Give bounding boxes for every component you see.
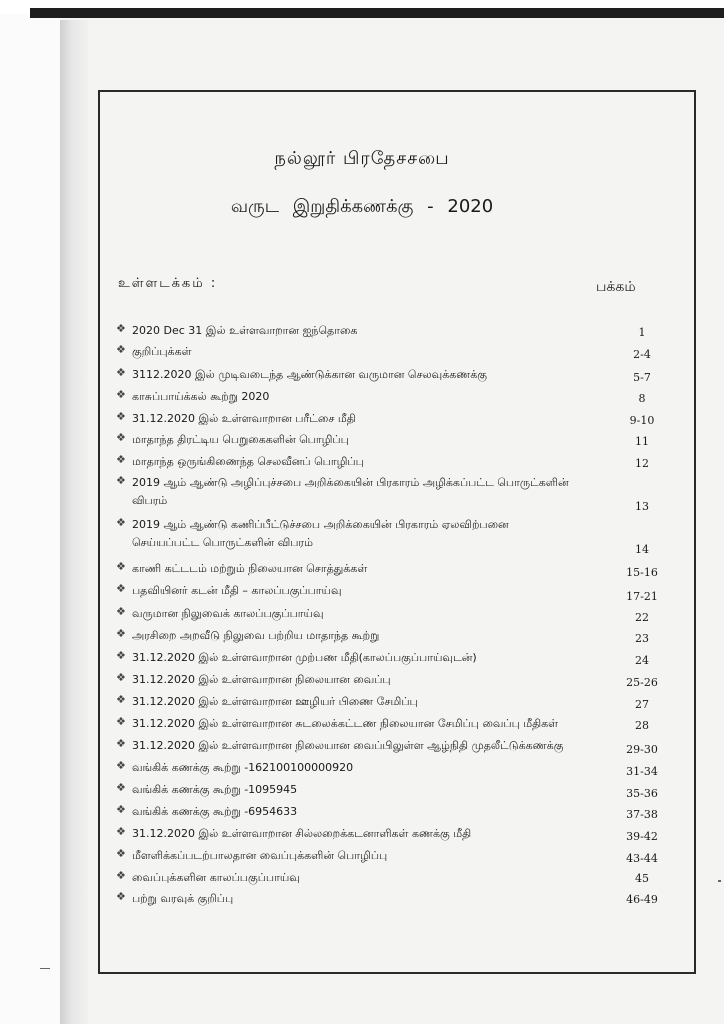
- diamond-bullet-icon: ❖: [116, 627, 126, 640]
- toc-entry-page: 1: [638, 326, 646, 339]
- toc-entry-title: 31.12.2020 இல் உள்ளவாறான முற்பண மீதி(காலப்பகுப்பாய்வுடன்): [132, 651, 477, 664]
- toc-entry-page: 43-44: [626, 852, 658, 865]
- diamond-bullet-icon: ❖: [116, 890, 126, 903]
- toc-entry-page: 14: [635, 543, 649, 556]
- diamond-bullet-icon: ❖: [116, 453, 126, 466]
- toc-entry-title: மீளளிக்கப்படற்பாலதான வைப்புக்களின் பொழிப்பு: [132, 849, 388, 862]
- toc-entry-page: 9-10: [629, 414, 655, 427]
- diamond-bullet-icon: ❖: [116, 366, 126, 379]
- toc-entry-title: 3112.2020 இல் முடிவடைந்த ஆண்டுக்கான வருமான செலவுக்கணக்கு: [132, 368, 488, 381]
- diamond-bullet-icon: ❖: [116, 825, 126, 838]
- scan-speck: [718, 880, 721, 882]
- toc-entry-page: 5-7: [633, 371, 651, 384]
- diamond-bullet-icon: ❖: [116, 605, 126, 618]
- toc-entry-page: 8: [638, 392, 646, 405]
- toc-entry: [116, 693, 656, 713]
- diamond-bullet-icon: ❖: [116, 649, 126, 662]
- toc-entry-title: 31.12.2020 இல் உள்ளவாறான நிலையான வைப்பிலுள்ள ஆழ்நிதி முதலீட்டுக்கணக்கு: [132, 739, 564, 752]
- toc-entry-title: வைப்புக்களின காலப்பகுப்பாய்வு: [132, 871, 300, 884]
- toc-entry-page: 27: [635, 698, 649, 711]
- toc-entry-page: 25-26: [626, 676, 658, 689]
- toc-entry: [116, 410, 656, 430]
- toc-entry: [116, 803, 656, 823]
- toc-entry-title: மாதாந்த ஒருங்கிணைந்த செலவீனப் பொழிப்பு: [132, 455, 364, 468]
- toc-entry: [116, 453, 656, 473]
- diamond-bullet-icon: ❖: [116, 343, 126, 356]
- page-top-edge: [30, 8, 724, 18]
- diamond-bullet-icon: ❖: [116, 322, 126, 335]
- diamond-bullet-icon: ❖: [116, 715, 126, 728]
- toc-entry-title: வருமான நிலுவைக் காலப்பகுப்பாய்வு: [132, 607, 324, 620]
- toc-entry: [116, 759, 656, 779]
- diamond-bullet-icon: ❖: [116, 582, 126, 595]
- toc-entry-title: பற்று வரவுக் குறிப்பு: [132, 892, 234, 905]
- toc-entry: [116, 605, 656, 625]
- diamond-bullet-icon: ❖: [116, 410, 126, 423]
- contents-heading: உள்ளடக்கம் :: [118, 276, 218, 291]
- diamond-bullet-icon: ❖: [116, 671, 126, 684]
- toc-entry: [116, 431, 656, 451]
- diamond-bullet-icon: ❖: [116, 803, 126, 816]
- toc-entry-title: வங்கிக் கணக்கு கூற்று -6954633: [132, 805, 298, 818]
- toc-entry-title: அரசிறை அறவீடு நிலுவை பற்றிய மாதாந்த கூற்று: [132, 629, 380, 642]
- toc-entry: [116, 343, 656, 363]
- diamond-bullet-icon: ❖: [116, 869, 126, 882]
- diamond-bullet-icon: ❖: [116, 516, 126, 529]
- toc-entry-page: 2-4: [633, 348, 651, 361]
- toc-entry: [116, 560, 656, 580]
- toc-entry-page: 22: [635, 611, 649, 624]
- toc-entry-title: 2019 ஆம் ஆண்டு கணிப்பீட்டுச்சபை அறிக்கையின் பிரகாரம் ஏலவிற்பனை செய்யப்பட்ட பொருட்களின் விபரம்: [132, 518, 509, 549]
- toc-entry: [116, 825, 656, 845]
- toc-entry-page: 28: [635, 719, 649, 732]
- toc-entry: [116, 649, 656, 669]
- diamond-bullet-icon: ❖: [116, 431, 126, 444]
- toc-entry-page: 46-49: [626, 893, 658, 906]
- diamond-bullet-icon: ❖: [116, 693, 126, 706]
- toc-entry-page: 12: [635, 457, 649, 470]
- toc-entry-title: 2020 Dec 31 இல் உள்ளவாறான ஐந்தொகை: [132, 324, 358, 337]
- toc-entry-title: 31.12.2020 இல் உள்ளவாறான சுடலைக்கட்டண நிலையான சேமிப்பு வைப்பு மீதிகள்: [132, 717, 559, 730]
- council-name: நல்லூர் பிரதேசசபை: [274, 148, 450, 169]
- page-column-heading: பக்கம்: [596, 279, 636, 295]
- toc-entry-page: 45: [635, 872, 649, 885]
- toc-entry-page: 24: [635, 654, 649, 667]
- toc-entry-page: 13: [635, 500, 649, 513]
- toc-entry-page: 17-21: [626, 590, 658, 603]
- toc-entry-title: பதவியினர் கடன் மீதி – காலப்பகுப்பாய்வு: [132, 584, 342, 597]
- toc-entry: [116, 388, 656, 408]
- toc-entry: [116, 627, 656, 647]
- diamond-bullet-icon: ❖: [116, 388, 126, 401]
- scan-speck: [40, 968, 50, 969]
- toc-entry-page: 15-16: [626, 566, 658, 579]
- toc-entry-page: 39-42: [626, 830, 658, 843]
- toc-entry-page: 29-30: [626, 743, 658, 756]
- diamond-bullet-icon: ❖: [116, 560, 126, 573]
- diamond-bullet-icon: ❖: [116, 737, 126, 750]
- toc-entry: [116, 366, 656, 386]
- toc-entry-title: 31.12.2020 இல் உள்ளவாறான ஊழியர் பிணை சேமிப்பு: [132, 695, 418, 708]
- toc-entry: [116, 737, 656, 757]
- toc-entry: [116, 322, 656, 342]
- toc-entry-title: 2019 ஆம் ஆண்டு அழிப்புச்சபை அறிக்கையின் பிரகாரம் அழிக்கப்பட்ட பொருட்களின் விபரம்: [132, 476, 569, 507]
- toc-entry-page: 11: [635, 435, 649, 448]
- diamond-bullet-icon: ❖: [116, 847, 126, 860]
- toc-entry: [116, 715, 656, 735]
- toc-entry: [116, 869, 656, 889]
- toc-entry-title: 31.12.2020 இல் உள்ளவாறான நிலையான வைப்பு: [132, 673, 391, 686]
- toc-entry: [116, 582, 656, 602]
- toc-entry: [116, 516, 656, 556]
- toc-entry-page: 35-36: [626, 787, 658, 800]
- report-title: வருட இறுதிக்கணக்கு - 2020: [230, 196, 494, 217]
- toc-entry-title: காசுப்பாய்க்கல் கூற்று 2020: [132, 390, 270, 403]
- toc-entry-title: காணி கட்டடம் மற்றும் நிலையான சொத்துக்கள்: [132, 562, 368, 575]
- toc-entry-page: 31-34: [626, 765, 658, 778]
- toc-entry-title: குறிப்புக்கள்: [132, 345, 192, 358]
- toc-entry-title: வங்கிக் கணக்கு கூற்று -162100100000920: [132, 761, 354, 774]
- toc-entry-title: மாதாந்த திரட்டிய பெறுகைகளின் பொழிப்பு: [132, 433, 349, 446]
- diamond-bullet-icon: ❖: [116, 781, 126, 794]
- diamond-bullet-icon: ❖: [116, 474, 126, 487]
- toc-entry: [116, 890, 656, 910]
- toc-entry-page: 37-38: [626, 808, 658, 821]
- toc-entry: [116, 781, 656, 801]
- toc-entry-title: 31.12.2020 இல் உள்ளவாறான பரீட்சை மீதி: [132, 412, 356, 425]
- toc-entry-title: 31.12.2020 இல் உள்ளவாறான சில்லறைக்கடனாளிகள் கணக்கு மீதி: [132, 827, 472, 840]
- toc-entry: [116, 474, 656, 514]
- diamond-bullet-icon: ❖: [116, 759, 126, 772]
- toc-entry: [116, 847, 656, 867]
- toc-entry-page: 23: [635, 632, 649, 645]
- toc-entry: [116, 671, 656, 691]
- toc-entry-title: வங்கிக் கணக்கு கூற்று -1095945: [132, 783, 298, 796]
